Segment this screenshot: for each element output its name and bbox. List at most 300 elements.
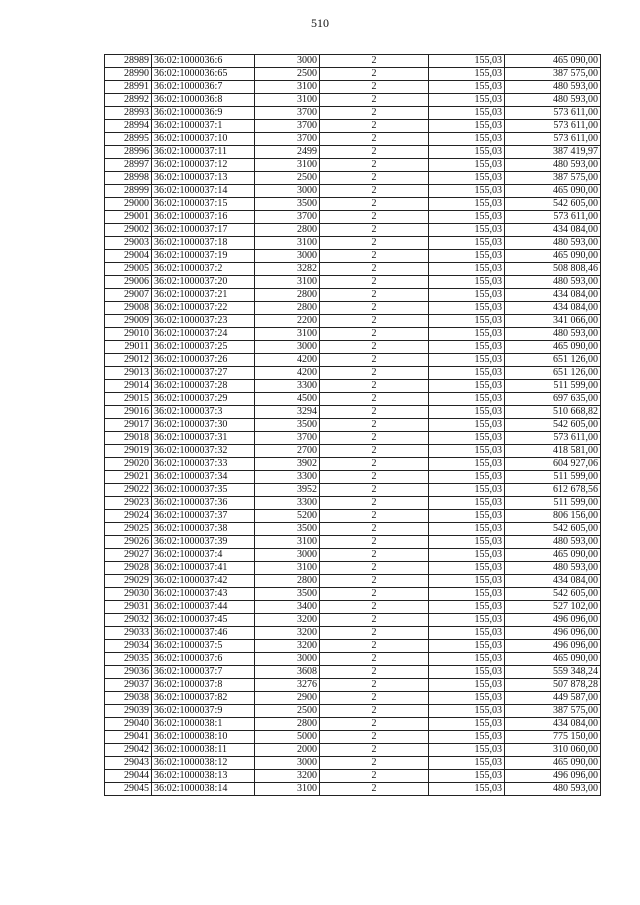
rate-cell: 155,03 xyxy=(429,471,505,484)
area-cell: 2500 xyxy=(255,705,320,718)
value-cell: 542 605,00 xyxy=(505,588,601,601)
area-cell: 3300 xyxy=(255,471,320,484)
cadastral-number-cell: 36:02:1000037:3 xyxy=(152,406,255,419)
area-cell: 4200 xyxy=(255,354,320,367)
rate-cell: 155,03 xyxy=(429,419,505,432)
table-row xyxy=(105,588,601,601)
area-cell: 2700 xyxy=(255,445,320,458)
table-row xyxy=(105,81,601,94)
area-cell: 3700 xyxy=(255,107,320,120)
cadastral-number-cell: 36:02:1000036:8 xyxy=(152,94,255,107)
rate-cell: 155,03 xyxy=(429,94,505,107)
rate-cell: 155,03 xyxy=(429,445,505,458)
row-number-cell: 29025 xyxy=(105,523,152,536)
category-cell: 2 xyxy=(320,523,429,536)
area-cell: 2500 xyxy=(255,172,320,185)
rate-cell: 155,03 xyxy=(429,562,505,575)
cadastral-number-cell: 36:02:1000037:24 xyxy=(152,328,255,341)
table-row xyxy=(105,289,601,302)
table-row xyxy=(105,744,601,757)
row-number-cell: 28995 xyxy=(105,133,152,146)
category-cell: 2 xyxy=(320,718,429,731)
category-cell: 2 xyxy=(320,185,429,198)
area-cell: 3200 xyxy=(255,614,320,627)
table-row xyxy=(105,211,601,224)
cadastral-number-cell: 36:02:1000037:42 xyxy=(152,575,255,588)
cadastral-number-cell: 36:02:1000037:39 xyxy=(152,536,255,549)
value-cell: 651 126,00 xyxy=(505,354,601,367)
cadastral-number-cell: 36:02:1000037:32 xyxy=(152,445,255,458)
value-cell: 573 611,00 xyxy=(505,211,601,224)
area-cell: 3282 xyxy=(255,263,320,276)
table-body xyxy=(105,55,601,796)
table-row xyxy=(105,159,601,172)
rate-cell: 155,03 xyxy=(429,107,505,120)
row-number-cell: 28989 xyxy=(105,55,152,68)
value-cell: 480 593,00 xyxy=(505,94,601,107)
cadastral-number-cell: 36:02:1000037:36 xyxy=(152,497,255,510)
value-cell: 434 084,00 xyxy=(505,302,601,315)
rate-cell: 155,03 xyxy=(429,81,505,94)
table-row xyxy=(105,55,601,68)
row-number-cell: 29012 xyxy=(105,354,152,367)
category-cell: 2 xyxy=(320,549,429,562)
row-number-cell: 29003 xyxy=(105,237,152,250)
rate-cell: 155,03 xyxy=(429,263,505,276)
value-cell: 465 090,00 xyxy=(505,653,601,666)
area-cell: 2800 xyxy=(255,224,320,237)
table-row xyxy=(105,653,601,666)
area-cell: 3400 xyxy=(255,601,320,614)
row-number-cell: 29035 xyxy=(105,653,152,666)
value-cell: 465 090,00 xyxy=(505,250,601,263)
rate-cell: 155,03 xyxy=(429,120,505,133)
rate-cell: 155,03 xyxy=(429,380,505,393)
category-cell: 2 xyxy=(320,367,429,380)
value-cell: 310 060,00 xyxy=(505,744,601,757)
rate-cell: 155,03 xyxy=(429,549,505,562)
row-number-cell: 29006 xyxy=(105,276,152,289)
value-cell: 465 090,00 xyxy=(505,185,601,198)
area-cell: 2800 xyxy=(255,575,320,588)
rate-cell: 155,03 xyxy=(429,367,505,380)
value-cell: 806 156,00 xyxy=(505,510,601,523)
cadastral-number-cell: 36:02:1000037:29 xyxy=(152,393,255,406)
area-cell: 3300 xyxy=(255,497,320,510)
area-cell: 3100 xyxy=(255,276,320,289)
area-cell: 3100 xyxy=(255,81,320,94)
area-cell: 3700 xyxy=(255,211,320,224)
cadastral-number-cell: 36:02:1000037:34 xyxy=(152,471,255,484)
table-row xyxy=(105,757,601,770)
rate-cell: 155,03 xyxy=(429,224,505,237)
area-cell: 2800 xyxy=(255,289,320,302)
rate-cell: 155,03 xyxy=(429,523,505,536)
cadastral-number-cell: 36:02:1000037:2 xyxy=(152,263,255,276)
table-row xyxy=(105,692,601,705)
rate-cell: 155,03 xyxy=(429,770,505,783)
value-cell: 480 593,00 xyxy=(505,783,601,796)
category-cell: 2 xyxy=(320,146,429,159)
value-cell: 511 599,00 xyxy=(505,380,601,393)
rate-cell: 155,03 xyxy=(429,497,505,510)
cadastral-number-cell: 36:02:1000037:5 xyxy=(152,640,255,653)
rate-cell: 155,03 xyxy=(429,666,505,679)
row-number-cell: 29024 xyxy=(105,510,152,523)
rate-cell: 155,03 xyxy=(429,237,505,250)
row-number-cell: 29038 xyxy=(105,692,152,705)
rate-cell: 155,03 xyxy=(429,458,505,471)
table-row xyxy=(105,250,601,263)
row-number-cell: 29021 xyxy=(105,471,152,484)
value-cell: 434 084,00 xyxy=(505,718,601,731)
area-cell: 3200 xyxy=(255,627,320,640)
row-number-cell: 29029 xyxy=(105,575,152,588)
area-cell: 2900 xyxy=(255,692,320,705)
cadastral-number-cell: 36:02:1000037:30 xyxy=(152,419,255,432)
category-cell: 2 xyxy=(320,107,429,120)
row-number-cell: 28996 xyxy=(105,146,152,159)
table-row xyxy=(105,354,601,367)
row-number-cell: 29026 xyxy=(105,536,152,549)
table-row xyxy=(105,679,601,692)
rate-cell: 155,03 xyxy=(429,432,505,445)
cadastral-number-cell: 36:02:1000037:15 xyxy=(152,198,255,211)
rate-cell: 155,03 xyxy=(429,705,505,718)
row-number-cell: 29004 xyxy=(105,250,152,263)
table-row xyxy=(105,68,601,81)
table-row xyxy=(105,341,601,354)
table-row xyxy=(105,146,601,159)
table-row xyxy=(105,224,601,237)
cadastral-number-cell: 36:02:1000038:1 xyxy=(152,718,255,731)
table-row xyxy=(105,666,601,679)
value-cell: 387 419,97 xyxy=(505,146,601,159)
category-cell: 2 xyxy=(320,276,429,289)
row-number-cell: 29013 xyxy=(105,367,152,380)
row-number-cell: 29028 xyxy=(105,562,152,575)
category-cell: 2 xyxy=(320,640,429,653)
cadastral-number-cell: 36:02:1000037:46 xyxy=(152,627,255,640)
cadastral-number-cell: 36:02:1000037:18 xyxy=(152,237,255,250)
category-cell: 2 xyxy=(320,159,429,172)
area-cell: 2499 xyxy=(255,146,320,159)
rate-cell: 155,03 xyxy=(429,198,505,211)
rate-cell: 155,03 xyxy=(429,731,505,744)
row-number-cell: 29018 xyxy=(105,432,152,445)
category-cell: 2 xyxy=(320,380,429,393)
table-row xyxy=(105,484,601,497)
row-number-cell: 29022 xyxy=(105,484,152,497)
area-cell: 3100 xyxy=(255,328,320,341)
area-cell: 2200 xyxy=(255,315,320,328)
value-cell: 511 599,00 xyxy=(505,497,601,510)
cadastral-number-cell: 36:02:1000037:6 xyxy=(152,653,255,666)
table-row xyxy=(105,432,601,445)
rate-cell: 155,03 xyxy=(429,302,505,315)
category-cell: 2 xyxy=(320,302,429,315)
table-row xyxy=(105,718,601,731)
table-row xyxy=(105,640,601,653)
cadastral-number-cell: 36:02:1000037:10 xyxy=(152,133,255,146)
area-cell: 2800 xyxy=(255,302,320,315)
rate-cell: 155,03 xyxy=(429,68,505,81)
row-number-cell: 29002 xyxy=(105,224,152,237)
row-number-cell: 29009 xyxy=(105,315,152,328)
value-cell: 775 150,00 xyxy=(505,731,601,744)
cadastral-number-cell: 36:02:1000037:17 xyxy=(152,224,255,237)
row-number-cell: 29011 xyxy=(105,341,152,354)
table-row xyxy=(105,393,601,406)
cadastral-number-cell: 36:02:1000037:25 xyxy=(152,341,255,354)
area-cell: 3100 xyxy=(255,536,320,549)
table-row xyxy=(105,419,601,432)
cadastral-number-cell: 36:02:1000037:23 xyxy=(152,315,255,328)
value-cell: 527 102,00 xyxy=(505,601,601,614)
table-row xyxy=(105,497,601,510)
category-cell: 2 xyxy=(320,679,429,692)
rate-cell: 155,03 xyxy=(429,718,505,731)
area-cell: 3700 xyxy=(255,432,320,445)
row-number-cell: 29023 xyxy=(105,497,152,510)
table-row xyxy=(105,94,601,107)
rate-cell: 155,03 xyxy=(429,614,505,627)
table-row xyxy=(105,614,601,627)
row-number-cell: 29030 xyxy=(105,588,152,601)
table-row xyxy=(105,731,601,744)
area-cell: 4200 xyxy=(255,367,320,380)
row-number-cell: 29045 xyxy=(105,783,152,796)
category-cell: 2 xyxy=(320,250,429,263)
cadastral-number-cell: 36:02:1000038:10 xyxy=(152,731,255,744)
area-cell: 3902 xyxy=(255,458,320,471)
category-cell: 2 xyxy=(320,536,429,549)
category-cell: 2 xyxy=(320,432,429,445)
cadastral-number-cell: 36:02:1000037:20 xyxy=(152,276,255,289)
table-row xyxy=(105,471,601,484)
table-row xyxy=(105,536,601,549)
area-cell: 3276 xyxy=(255,679,320,692)
category-cell: 2 xyxy=(320,666,429,679)
row-number-cell: 28990 xyxy=(105,68,152,81)
value-cell: 449 587,00 xyxy=(505,692,601,705)
value-cell: 612 678,56 xyxy=(505,484,601,497)
table-row xyxy=(105,406,601,419)
category-cell: 2 xyxy=(320,68,429,81)
cadastral-number-cell: 36:02:1000037:31 xyxy=(152,432,255,445)
table-row xyxy=(105,445,601,458)
rate-cell: 155,03 xyxy=(429,211,505,224)
area-cell: 3000 xyxy=(255,185,320,198)
value-cell: 496 096,00 xyxy=(505,640,601,653)
cadastral-number-cell: 36:02:1000037:44 xyxy=(152,601,255,614)
table-row xyxy=(105,549,601,562)
cadastral-number-cell: 36:02:1000037:28 xyxy=(152,380,255,393)
cadastral-number-cell: 36:02:1000037:16 xyxy=(152,211,255,224)
value-cell: 604 927,06 xyxy=(505,458,601,471)
category-cell: 2 xyxy=(320,692,429,705)
value-cell: 542 605,00 xyxy=(505,419,601,432)
row-number-cell: 29001 xyxy=(105,211,152,224)
rate-cell: 155,03 xyxy=(429,185,505,198)
row-number-cell: 29015 xyxy=(105,393,152,406)
table-row xyxy=(105,328,601,341)
cadastral-number-cell: 36:02:1000036:65 xyxy=(152,68,255,81)
table-row xyxy=(105,172,601,185)
category-cell: 2 xyxy=(320,471,429,484)
value-cell: 465 090,00 xyxy=(505,757,601,770)
row-number-cell: 29008 xyxy=(105,302,152,315)
area-cell: 3200 xyxy=(255,640,320,653)
row-number-cell: 29041 xyxy=(105,731,152,744)
area-cell: 3700 xyxy=(255,133,320,146)
rate-cell: 155,03 xyxy=(429,627,505,640)
value-cell: 434 084,00 xyxy=(505,289,601,302)
category-cell: 2 xyxy=(320,120,429,133)
category-cell: 2 xyxy=(320,601,429,614)
cadastral-number-cell: 36:02:1000037:21 xyxy=(152,289,255,302)
cadastral-number-cell: 36:02:1000037:26 xyxy=(152,354,255,367)
cadastral-number-cell: 36:02:1000037:45 xyxy=(152,614,255,627)
value-cell: 434 084,00 xyxy=(505,224,601,237)
cadastral-number-cell: 36:02:1000037:41 xyxy=(152,562,255,575)
category-cell: 2 xyxy=(320,315,429,328)
area-cell: 3100 xyxy=(255,94,320,107)
row-number-cell: 29020 xyxy=(105,458,152,471)
rate-cell: 155,03 xyxy=(429,315,505,328)
cadastral-number-cell: 36:02:1000037:19 xyxy=(152,250,255,263)
rate-cell: 155,03 xyxy=(429,757,505,770)
category-cell: 2 xyxy=(320,341,429,354)
category-cell: 2 xyxy=(320,484,429,497)
table-row xyxy=(105,601,601,614)
row-number-cell: 29033 xyxy=(105,627,152,640)
cadastral-number-cell: 36:02:1000037:4 xyxy=(152,549,255,562)
area-cell: 3300 xyxy=(255,380,320,393)
rate-cell: 155,03 xyxy=(429,510,505,523)
rate-cell: 155,03 xyxy=(429,276,505,289)
cadastral-number-cell: 36:02:1000037:8 xyxy=(152,679,255,692)
rate-cell: 155,03 xyxy=(429,601,505,614)
table-row xyxy=(105,458,601,471)
value-cell: 387 575,00 xyxy=(505,68,601,81)
cadastral-number-cell: 36:02:1000037:7 xyxy=(152,666,255,679)
rate-cell: 155,03 xyxy=(429,159,505,172)
cadastral-number-cell: 36:02:1000037:11 xyxy=(152,146,255,159)
category-cell: 2 xyxy=(320,55,429,68)
row-number-cell: 28998 xyxy=(105,172,152,185)
row-number-cell: 29005 xyxy=(105,263,152,276)
category-cell: 2 xyxy=(320,263,429,276)
area-cell: 3294 xyxy=(255,406,320,419)
value-cell: 573 611,00 xyxy=(505,133,601,146)
cadastral-number-cell: 36:02:1000036:7 xyxy=(152,81,255,94)
row-number-cell: 29034 xyxy=(105,640,152,653)
category-cell: 2 xyxy=(320,393,429,406)
row-number-cell: 29037 xyxy=(105,679,152,692)
cadastral-number-cell: 36:02:1000037:13 xyxy=(152,172,255,185)
area-cell: 5000 xyxy=(255,731,320,744)
value-cell: 387 575,00 xyxy=(505,705,601,718)
cadastral-number-cell: 36:02:1000037:9 xyxy=(152,705,255,718)
table-row xyxy=(105,185,601,198)
area-cell: 3100 xyxy=(255,159,320,172)
area-cell: 3500 xyxy=(255,588,320,601)
row-number-cell: 29017 xyxy=(105,419,152,432)
area-cell: 2500 xyxy=(255,68,320,81)
cadastral-number-cell: 36:02:1000037:12 xyxy=(152,159,255,172)
rate-cell: 155,03 xyxy=(429,679,505,692)
rate-cell: 155,03 xyxy=(429,406,505,419)
row-number-cell: 29014 xyxy=(105,380,152,393)
category-cell: 2 xyxy=(320,744,429,757)
row-number-cell: 29010 xyxy=(105,328,152,341)
row-number-cell: 28993 xyxy=(105,107,152,120)
category-cell: 2 xyxy=(320,653,429,666)
rate-cell: 155,03 xyxy=(429,692,505,705)
area-cell: 3000 xyxy=(255,55,320,68)
value-cell: 480 593,00 xyxy=(505,159,601,172)
rate-cell: 155,03 xyxy=(429,172,505,185)
table-row xyxy=(105,237,601,250)
value-cell: 465 090,00 xyxy=(505,55,601,68)
cadastral-number-cell: 36:02:1000037:38 xyxy=(152,523,255,536)
cadastral-number-cell: 36:02:1000037:22 xyxy=(152,302,255,315)
value-cell: 341 066,00 xyxy=(505,315,601,328)
rate-cell: 155,03 xyxy=(429,354,505,367)
value-cell: 542 605,00 xyxy=(505,198,601,211)
table-row xyxy=(105,627,601,640)
table-row xyxy=(105,107,601,120)
area-cell: 3000 xyxy=(255,549,320,562)
value-cell: 573 611,00 xyxy=(505,432,601,445)
row-number-cell: 29042 xyxy=(105,744,152,757)
row-number-cell: 28992 xyxy=(105,94,152,107)
row-number-cell: 29019 xyxy=(105,445,152,458)
table-row xyxy=(105,510,601,523)
rate-cell: 155,03 xyxy=(429,588,505,601)
area-cell: 3000 xyxy=(255,757,320,770)
cadastral-number-cell: 36:02:1000037:27 xyxy=(152,367,255,380)
value-cell: 480 593,00 xyxy=(505,276,601,289)
cadastral-number-cell: 36:02:1000037:14 xyxy=(152,185,255,198)
cadastral-number-cell: 36:02:1000037:35 xyxy=(152,484,255,497)
cadastral-number-cell: 36:02:1000037:37 xyxy=(152,510,255,523)
row-number-cell: 28999 xyxy=(105,185,152,198)
table-row xyxy=(105,198,601,211)
table-row xyxy=(105,263,601,276)
table-row xyxy=(105,523,601,536)
value-cell: 387 575,00 xyxy=(505,172,601,185)
table-row xyxy=(105,562,601,575)
value-cell: 573 611,00 xyxy=(505,107,601,120)
value-cell: 496 096,00 xyxy=(505,770,601,783)
table-row xyxy=(105,770,601,783)
value-cell: 573 611,00 xyxy=(505,120,601,133)
rate-cell: 155,03 xyxy=(429,289,505,302)
area-cell: 3500 xyxy=(255,419,320,432)
row-number-cell: 29032 xyxy=(105,614,152,627)
value-cell: 465 090,00 xyxy=(505,549,601,562)
category-cell: 2 xyxy=(320,419,429,432)
cadastral-number-cell: 36:02:1000037:33 xyxy=(152,458,255,471)
value-cell: 496 096,00 xyxy=(505,627,601,640)
table-row xyxy=(105,380,601,393)
row-number-cell: 29040 xyxy=(105,718,152,731)
table-row xyxy=(105,705,601,718)
category-cell: 2 xyxy=(320,497,429,510)
row-number-cell: 29016 xyxy=(105,406,152,419)
